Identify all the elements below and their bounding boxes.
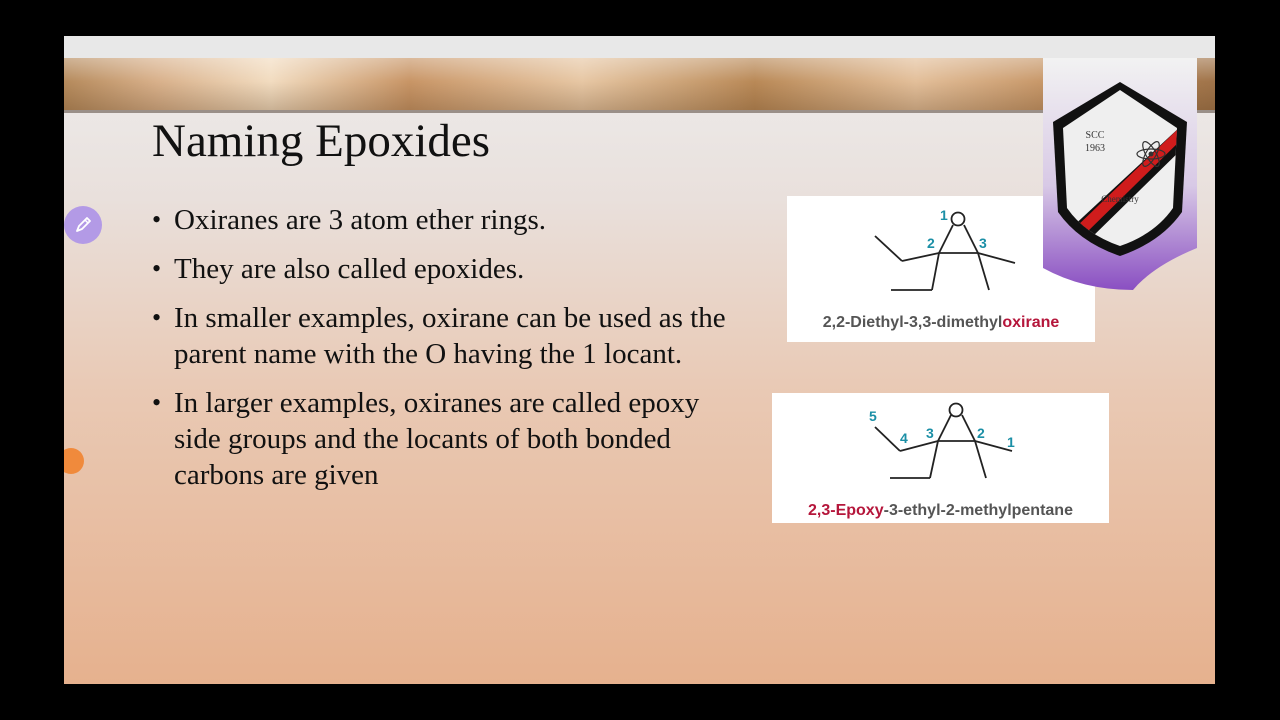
locant-label: 3 — [979, 235, 987, 251]
shield-logo — [1043, 58, 1197, 290]
bullet-list — [152, 202, 732, 506]
caption-text: -3-ethyl-2-methylpentane — [883, 502, 1073, 519]
pen-icon[interactable] — [64, 206, 102, 244]
figure-epoxy — [772, 393, 1109, 523]
locant-label: 1 — [1007, 434, 1015, 450]
bullet-item: • Oxiranes are 3 atom ether rings. — [152, 202, 732, 238]
logo-text: 1963 — [1085, 143, 1105, 154]
locant-label: 1 — [940, 207, 948, 223]
locant-label: 4 — [900, 430, 908, 446]
caption-highlight: oxirane — [1002, 314, 1060, 331]
figure-caption — [787, 314, 1095, 332]
bullet-item: • In larger examples, oxiranes are called epoxy side groups and the locants of both bonded carbons are given — [152, 385, 732, 493]
bullet-item: • In smaller examples, oxirane can be used as the parent name with the O having the 1 locant. — [152, 300, 732, 372]
logo-text: SCC — [1085, 130, 1105, 141]
caption-highlight: 2,3-Epoxy — [808, 502, 884, 519]
locant-label: 2 — [977, 425, 985, 441]
locant-label: 2 — [927, 235, 935, 251]
slide-title: Naming Epoxides — [152, 115, 491, 167]
logo-text: Chemistry — [1101, 194, 1139, 204]
pointer-dot[interactable] — [64, 448, 84, 474]
structure-diagram-2 — [772, 393, 1109, 493]
bullet-item: • They are also called epoxides. — [152, 251, 732, 287]
locant-label: 5 — [869, 408, 877, 424]
slide — [64, 36, 1215, 684]
caption-text: 2,2-Diethyl-3,3-dimethyl — [822, 314, 1003, 331]
top-strip — [64, 36, 1215, 58]
locant-label: 3 — [926, 425, 934, 441]
figure-caption — [772, 502, 1109, 520]
